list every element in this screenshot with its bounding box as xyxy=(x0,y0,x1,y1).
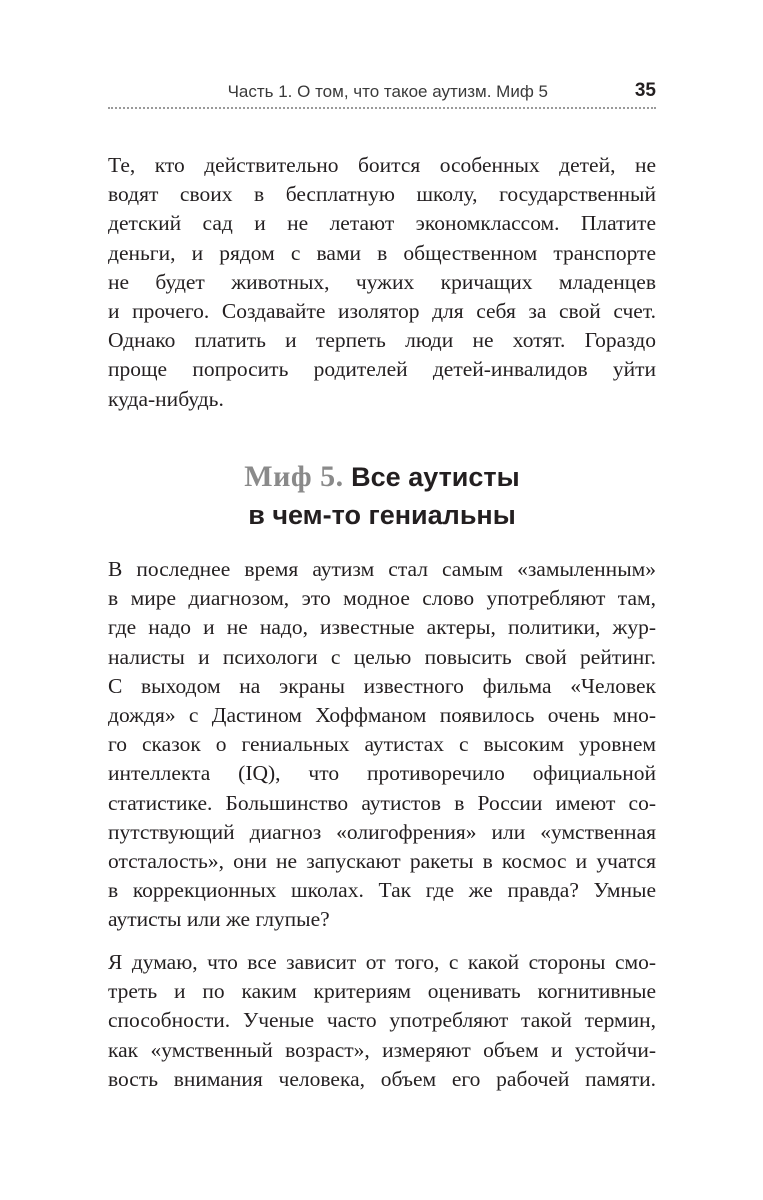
section-heading xyxy=(108,458,656,534)
running-header-title: Часть 1. О том, что такое аутизм. Миф 5 xyxy=(227,82,548,101)
heading-line-2: в чем-то гениальны xyxy=(248,500,516,530)
text-line: и прочего. Создавайте изолятор для себя за свой счет. xyxy=(108,298,656,323)
header-dotted-rule xyxy=(108,107,656,109)
text-line: в мире диагнозом, это модное слово употребляют там, xyxy=(108,586,656,611)
text-line: путствующий диагноз «олигофрения» или «умственная xyxy=(108,819,656,844)
myth-number-label: Миф 5. xyxy=(244,460,344,493)
text-line: не будет животных, чужих кричащих младенцев xyxy=(108,269,656,294)
text-line: Однако платить и терпеть люди не хотят. Гораздо xyxy=(108,328,656,353)
text-line: вость внимания человека, объем его рабочей памяти. xyxy=(108,1066,656,1091)
text-line: треть и по каким критериям оценивать когнитивные xyxy=(108,979,656,1004)
text-line: как «умственный возраст», измеряют объем и устойчи- xyxy=(108,1037,656,1062)
text-line: Я думаю, что все зависит от того, с какой стороны смо- xyxy=(108,950,656,974)
text-line: С выходом на экраны известного фильма «Человек xyxy=(108,673,656,698)
running-header xyxy=(108,78,656,108)
text-line: способности. Ученые часто употребляют такой термин, xyxy=(108,1008,656,1033)
text-line: где надо и не надо, известные актеры, политики, жур- xyxy=(108,615,656,640)
text-line: налисты и психологи с целью повысить свой рейтинг. xyxy=(108,644,656,669)
text-line: Те, кто действительно боится особенных детей, не xyxy=(108,153,656,177)
text-line: отсталость», они не запускают ракеты в космос и учатся xyxy=(108,848,656,873)
paragraph-3 xyxy=(108,948,656,1094)
text-line: аутисты или же глупые? xyxy=(108,907,330,932)
text-line: деньги, и рядом с вами в общественном транспорте xyxy=(108,240,656,265)
page-number: 35 xyxy=(634,80,656,101)
heading-line-1 xyxy=(108,458,656,496)
text-line: проще попросить родителей детей-инвалидов уйти xyxy=(108,357,656,382)
text-line: дождя» с Дастином Хоффманом появилось очень мно- xyxy=(108,702,656,727)
heading-title-part-1: Все аутисты xyxy=(351,462,520,492)
text-line: В последнее время аутизм стал самым «замыленным» xyxy=(108,557,656,581)
text-line: водят своих в бесплатную школу, государственный xyxy=(108,182,656,207)
text-line: го сказок о гениальных аутистах с высоким уровнем xyxy=(108,732,656,757)
text-line: куда-нибудь. xyxy=(108,386,224,411)
paragraph-2 xyxy=(108,555,656,934)
text-line: детский сад и не летают экономклассом. Платите xyxy=(108,211,656,236)
text-line: в коррекционных школах. Так где же правда? Умные xyxy=(108,878,656,903)
paragraph-1 xyxy=(108,151,656,414)
text-line: статистике. Большинство аутистов в России имеют со- xyxy=(108,790,656,815)
text-line: интеллекта (IQ), что противоречило официальной xyxy=(108,761,656,786)
